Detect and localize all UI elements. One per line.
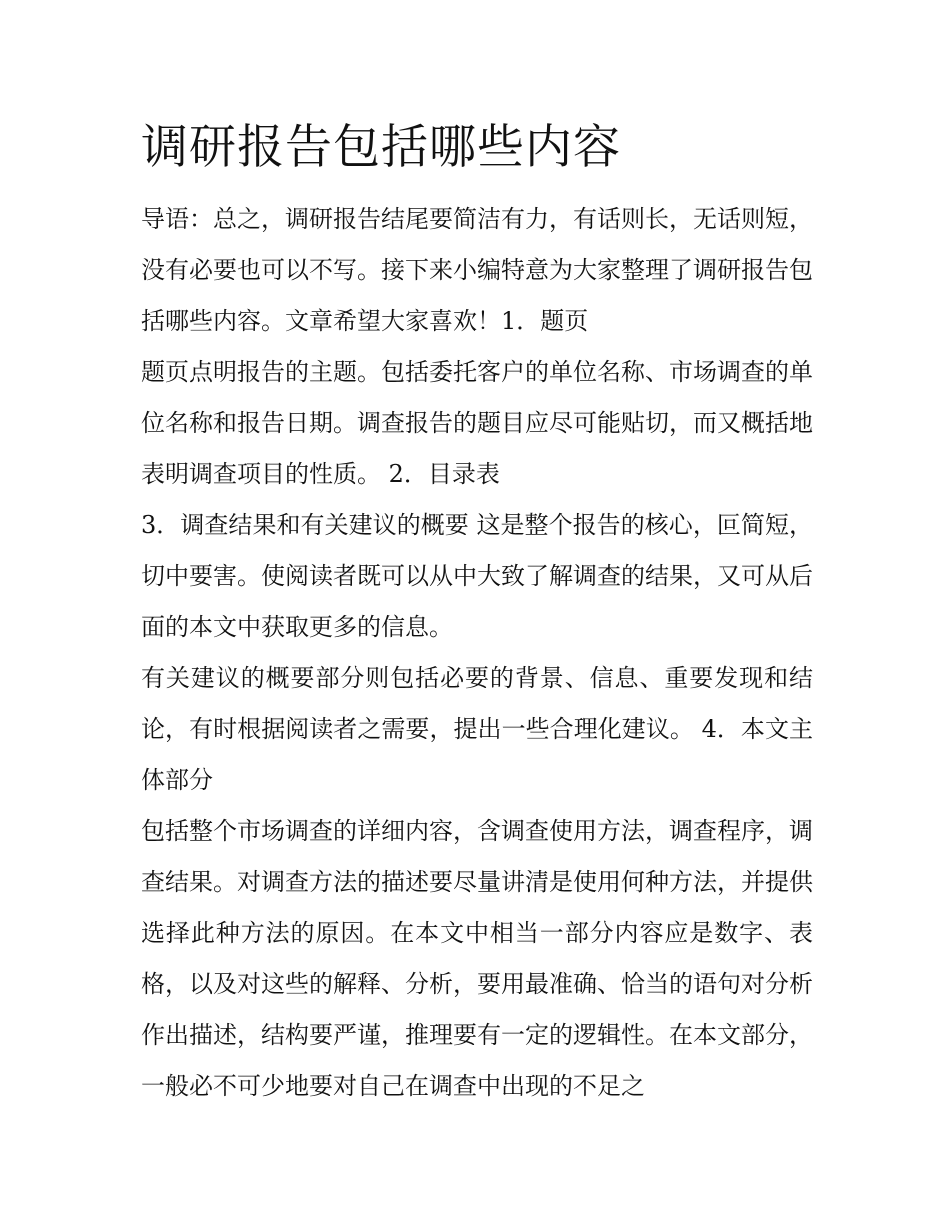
paragraph-summary: 3．调查结果和有关建议的概要 这是整个报告的核心，叵简短，切中要害。使阅读者既可以从中大致了解调查的结果，又可从后面的本文中获取更多的信息。 bbox=[141, 511, 813, 641]
paragraph-title-page: 题页点明报告的主题。包括委托客户的单位名称、市场调查的单位名称和报告日期。调查报告的题目应尽可能贴切，而又概括地表明调查项目的性质。 2．目录表 bbox=[141, 358, 813, 488]
document-body bbox=[141, 194, 813, 1112]
paragraph-intro: 导语：总之，调研报告结尾要简洁有力，有话则长，无话则短，没有必要也可以不写。接下来小编特意为大家整理了调研报告包括哪些内容。文章希望大家喜欢！1．题页 bbox=[141, 205, 813, 335]
document-title: 调研报告包括哪些内容 bbox=[141, 120, 621, 175]
document-content bbox=[141, 112, 813, 1112]
paragraph-main-body: 包括整个市场调查的详细内容，含调查使用方法，调查程序，调查结果。对调查方法的描述要尽量讲清是使用何种方法，并提供选择此种方法的原因。在本文中相当一部分内容应是数字、表格，以及对这些的解释、分析，要用最准确、恰当的语句对分析作出描述，结构要严谨，推理要有一定的逻辑性。在本文部分，一般必不可少地要对自己在调查中出现的不足之 bbox=[141, 817, 813, 1100]
paragraph-recommendations: 有关建议的概要部分则包括必要的背景、信息、重要发现和结论，有时根据阅读者之需要，提出一些合理化建议。 4．本文主体部分 bbox=[141, 664, 813, 794]
